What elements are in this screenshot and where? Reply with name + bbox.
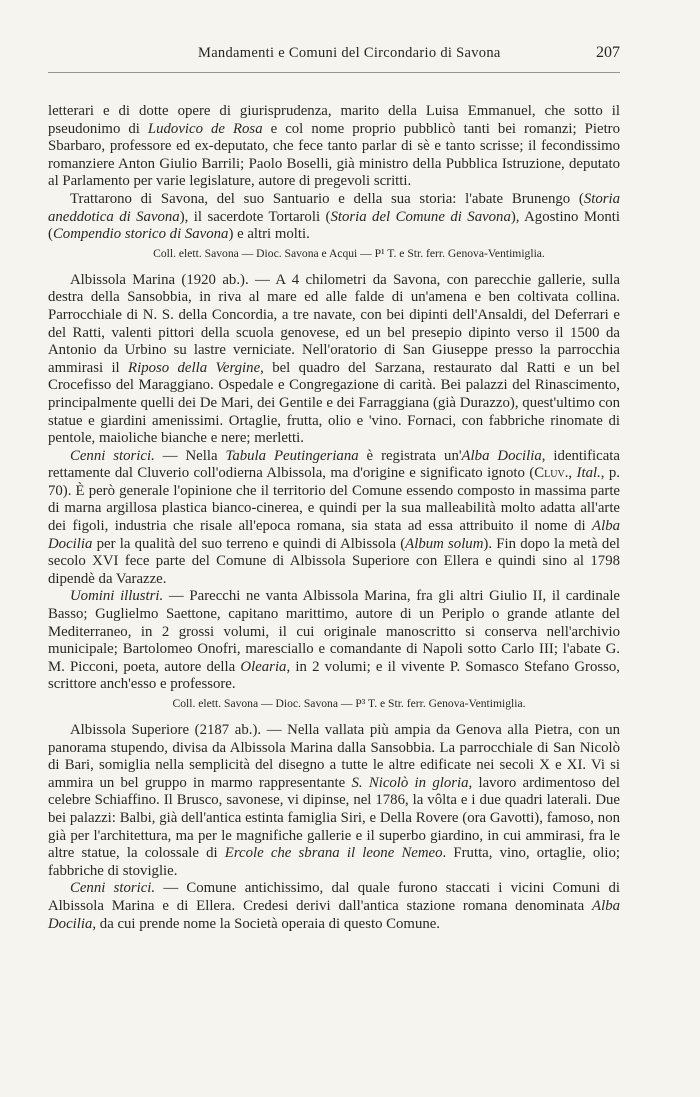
entry-albissola-marina: Albissola Marina (1920 ab.). — A 4 chilometri da Savona, con parecchie gallerie, sulla destra della Sansobbia, in riva al mare ed alle falde di un'amena e ben coltivata collina. Parrocchiale di N. S. della Concordia, a tre navate, con bei dipinti dell'Ansaldi, del Deferrari e del Ratti, valenti pittori della scuola genovese, ed un bel presepio dipinto verso il 1500 da Antonio da Urbino su lastre verniciate. Nell'oratorio di San Giuseppe presso la parrocchia ammirasi il Riposo della Vergine, bel quadro del Sarzana, restaurato dal Ratti e un bel Crocefisso del Maraggiano. Ospedale e Congregazione di carità. Bei palazzi del Rinascimento, principalmente quelli dei De Mari, dei Gentile e dei Farraggiana (già Durazzo), quest'ultimo con statue e giardini amenissimi. Ortaglie, frutta, olio e 'vino. Fornaci, con fabbriche rinomate di pentole, maioliche bianche e nere; merletti.: [48, 271, 620, 447]
electoral-note-1: Coll. elett. Savona — Dioc. Savona e Acqui — P¹ T. e Str. ferr. Genova-Ventimiglia.: [153, 246, 545, 260]
electoral-note-2: Coll. elett. Savona — Dioc. Savona — P³ T. e Str. ferr. Genova-Ventimiglia.: [172, 697, 526, 710]
paragraph-uomini-illustri: Uomini illustri. — Parecchi ne vanta Albissola Marina, fra gli altri Giulio II, il cardinale Basso; Guglielmo Saettone, capitano marittimo, autore di un Periplo o grande atlante del Mediterraneo, in 2 grossi volumi, il cui originale manoscritto si conserva nell'archivio municipale; Bartolomeo Onofri, maresciallo e comandante di Napoli sotto Carlo III; l'abate G. M. Picconi, poeta, autore della Olearia, in 2 volumi; e il vivente P. Somasco Stefano Grosso, scrittore anch'esso e professore.: [48, 588, 620, 693]
entry-albissola-superiore: Albissola Superiore (2187 ab.). — Nella vallata più ampia da Genova alla Pietra, con un panorama stupendo, divisa da Albissola Marina dalla Sansobbia. La parrocchiale di San Nicolò di Bari, somiglia nella semplicità del disegno a tutte le altre edificate nei secoli X e XI. Vi si ammira un bel gruppo in marmo rappresentante S. Nicolò in gloria, lavoro ardimentoso del celebre Schiaffino. Il Brusco, savonese, vi dipinse, nel 1786, la vôlta e i due quadri laterali. Due bei palazzi: Balbi, già dell'antica estinta famiglia Siri, e Della Rovere (ora Gavotti), famoso, non già per l'architettura, ma per le magnifiche gallerie e il superbo giardino, in cui ammirasi, fra le altre statue, la colossale di Ercole che sbrana il leone Nemeo. Frutta, vino, ortaglie, olio; fabbriche di stoviglie.: [48, 722, 620, 879]
paragraph-cenni-storici-superiore: Cenni storici. — Comune antichissimo, dal quale furono staccati i vicini Comuni di Albissola Marina e di Ellera. Credesi derivi dall'antica stazione romana denominata Alba Docilia, da cui prende nome la Società operaia di questo Comune.: [48, 880, 620, 932]
paragraph-cenni-storici-marina: Cenni storici. — Nella Tabula Peutingeriana è registrata un'Alba Docilia, identificata rettamente dal Cluverio coll'odierna Albissola, ma d'origine e significato ignoto (Cluv., Ital., p. 70). È però generale l'opinione che il territorio del Comune essendo composto in massima parte di marna argillosa plastica bianco-cinerea, e quindi per la sua malleabilità molto adatta all'arte dei figoli, industria che risale all'epoca romana, sia stata ad essa attribuito il nome di Alba Docilia per la qualità del suo terreno e quindi di Albissola (Album solum). Fin dopo la metà del secolo XVI fece parte del Comune di Albissola Superiore con Ellera e quindi sino al 1798 dipendè da Varazze.: [48, 447, 621, 587]
running-head: [48, 44, 620, 73]
page: [48, 44, 620, 933]
body-text: [48, 103, 620, 933]
paragraph-historians: Trattarono di Savona, del suo Santuario e della sua storia: l'abate Brunengo (Storia aneddotica di Savona), il sacerdote Tortaroli (Storia del Comune di Savona), Agostino Monti (Compendio storico di Savona) e altri molti.: [48, 190, 620, 243]
paragraph-continuation: letterari e di dotte opere di giurisprudenza, marito della Luisa Emmanuel, che sotto il pseudonimo di Ludovico de Rosa e col nome proprio pubblicò tanti bei romanzi; Pietro Sbarbaro, professore ed ex-deputato, che fece tanto parlar di sè e tanto scrisse; il fecondissimo romanziere Anton Giulio Barrili; Paolo Boselli, già ministro della Pubblica Istruzione, deputato al Parlamento per varie legislature, autore di pregevoli scritti.: [48, 103, 621, 190]
running-title: Mandamenti e Comuni del Circondario di Savona: [198, 45, 501, 61]
page-number: 207: [596, 44, 620, 61]
